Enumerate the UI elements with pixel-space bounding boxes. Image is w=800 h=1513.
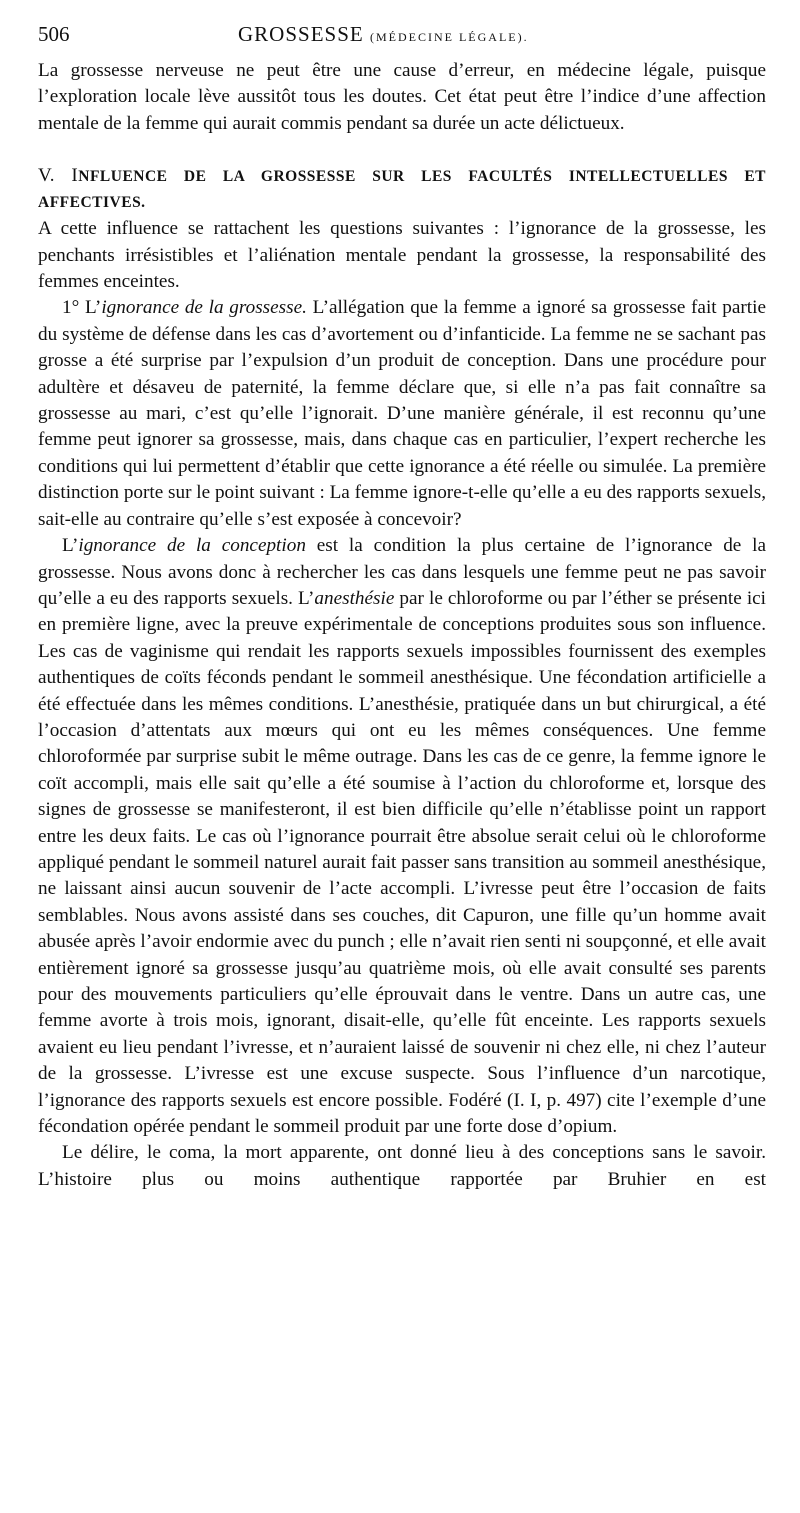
paragraph-3-text-b: par le chloroforme ou par l’éther se présente ici en première ligne, avec la preuve expérimentale de conceptions produites sous son influence. Les cas de vaginisme qui rendait les rapports sexuels impossibles fournissent des exemples authentiques de coïts féconds pendant le sommeil anesthésique. Une fécondation artificielle a été effectuée dans les mêmes conditions. L’anesthésie, pratiquée dans un but chirurgical, a été l’occasion d’attentats aux mœurs qui ont eu les mêmes conséquences. Une femme chloroformée par surprise subit le même outrage. Dans les cas de ce genre, la femme ignore le coït accompli, mais elle sait qu’elle a été soumise à l’action du chloroforme et, lorsque des signes de grossesse se manifesteront, il est bien difficile qu’elle n’établisse point un rapport entre les deux faits. Le cas où l’ignorance pourrait être absolue serait celui où le chloroforme appliqué pendant le sommeil naturel aurait fait passer sans transition au sommeil anesthésique, ne laissant ainsi aucun souvenir de l’acte accompli. L’ivresse peut être l’occasion de faits semblables. Nous avons assisté dans ses couches, dit Capuron, une fille qu’un homme avait abusée après l’avoir endormie avec du punch ; elle n’avait rien senti ni soupçonné, et elle avait entièrement ignoré sa grossesse jusqu’au quatrième mois, où elle avait consulté ses parents pour des mouvements particuliers qu’elle éprouvait dans le ventre. Dans un autre cas, une femme avorte à trois mois, ignorant, disait-elle, qu’elle fût enceinte. Les rapports sexuels avaient eu lieu pendant l’ivresse, et n’auraient laissé de souvenir ni chez elle, ni chez l’auteur de la grossesse. L’ivresse est une excuse suspecte. Sous l’influence d’un narcotique, l’ignorance des rapports sexuels est encore possible. Fodéré (I. I, p. 497) cite l’exemple d’une fécondation opérée pendant le sommeil produit par une forte dose d’opium. (38, 587, 766, 1138)
paragraph-2 (38, 295, 766, 533)
paragraph-2-lead: 1° L’ (62, 297, 102, 319)
book-page (38, 22, 766, 1193)
paragraph-3-lead: L’ (62, 535, 79, 557)
paragraph-4: Le délire, le coma, la mort apparente, ont donné lieu à des conceptions sans le savoir. L’histoire plus ou moins authentique rapportée par Bruhier en est (38, 1142, 766, 1190)
running-subtitle: (MÉDECINE LÉGALE). (369, 30, 529, 44)
paragraph-1: A cette influence se rattachent les questions suivantes : l’ignorance de la grossesse, les penchants irrésistibles et l’aliénation mentale pendant la grossesse, la responsabilité des femmes enceintes. (38, 218, 766, 293)
paragraph-2-text: L’allégation que la femme a ignoré sa grossesse fait partie du système de défense dans les cas d’avortement ou d’infanticide. La femme ne se sachant pas grosse a été surprise par l’expulsion d’un produit de conception. Dans une procédure pour adultère et désaveu de paternité, la femme déclare que, si elle n’a pas fait connaître sa grossesse au mari, c’est qu’elle l’ignorait. D’une manière générale, il est reconnu qu’une femme peut ignorer sa grossesse, mais, dans chaque cas en particulier, l’expert recherche les conditions qui lui permettent d’établir que cette ignorance a été réelle ou simulée. La première distinction porte sur le point suivant : La femme ignore-t-elle qu’elle a eu des rapports sexuels, sait-elle au contraire qu’elle s’est exposée à concevoir? (38, 297, 766, 530)
paragraph-3 (38, 533, 766, 1140)
page-header (38, 22, 766, 58)
paragraph-3-lead-italic: ignorance de la conception (78, 535, 306, 557)
paragraph-3-italic-b: anesthésie (314, 587, 395, 609)
running-title: GROSSESSE (238, 22, 364, 46)
section-heading (38, 163, 766, 216)
intro-paragraph: La grossesse nerveuse ne peut être une cause d’erreur, en médecine légale, puisque l’exploration locale lève aussitôt tous les doutes. Cet état peut être l’indice d’une affection mentale de la femme qui aurait commis pendant sa durée un acte délictueux. (38, 60, 766, 134)
running-head (238, 22, 529, 47)
section-title-initial: I (71, 165, 79, 187)
section-number: V. (38, 165, 56, 187)
section-title-rest: NFLUENCE DE LA GROSSESSE SUR LES FACULTÉS INTELLECTUELLES ET AFFECTIVES. (38, 168, 767, 212)
paragraph-3-text-a: est la condition la plus certaine de l’ignorance de la grossesse. Nous avons donc à rechercher les cas dans lesquels une femme peut ne pas savoir qu’elle a eu des rapports sexuels. L’ (38, 535, 766, 609)
paragraph-2-lead-italic: ignorance de la grossesse. (101, 297, 307, 319)
page-number: 506 (38, 22, 70, 46)
